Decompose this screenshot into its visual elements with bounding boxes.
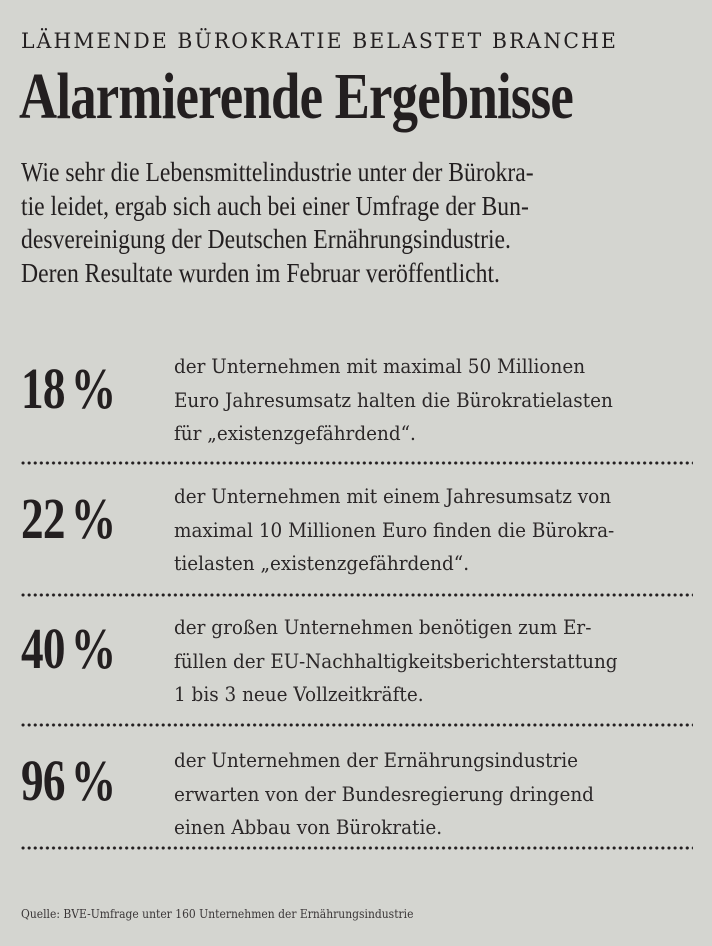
stat-value	[21, 356, 116, 421]
intro-line: desvereinigung der Deutschen Ernährungsindustrie.	[21, 223, 511, 254]
stat-number: 40	[21, 616, 65, 681]
intro-line: Wie sehr die Lebensmittelindustrie unter der Bürokra-	[21, 156, 534, 187]
percent-sign: %	[70, 616, 116, 681]
dotted-divider	[20, 723, 693, 727]
percent-sign: %	[70, 356, 116, 421]
page-title: Alarmierende Ergebnisse	[19, 60, 574, 133]
stat-line: Euro Jahresumsatz halten die Bürokratielasten	[174, 387, 613, 412]
percent-sign: %	[70, 486, 116, 551]
intro-line: tie leidet, ergab sich auch bei einer Umfrage der Bun-	[21, 189, 529, 221]
stat-description	[174, 480, 614, 581]
intro-line: Deren Resultate wurden im Februar veröffentlicht.	[21, 256, 500, 288]
stat-line: maximal 10 Millionen Euro finden die Bürokra-	[174, 517, 615, 542]
dotted-divider	[20, 846, 693, 850]
stat-line: füllen der EU-Nachhaltigkeitsberichterstattung	[174, 648, 618, 673]
stat-line: 1 bis 3 neue Vollzeitkräfte.	[174, 682, 424, 706]
stat-description	[174, 350, 613, 451]
stat-line: erwarten von der Bundesregierung dringend	[174, 781, 594, 806]
dotted-divider	[20, 593, 693, 597]
dotted-divider	[20, 461, 693, 465]
stat-value	[21, 616, 116, 681]
stat-line: tielasten „existenzgefährdend“.	[174, 551, 470, 575]
stat-line: einen Abbau von Bürokratie.	[174, 815, 443, 839]
stat-line: der Unternehmen der Ernährungsindustrie	[174, 748, 579, 772]
percent-sign: %	[70, 748, 116, 813]
stat-description	[174, 611, 618, 712]
stat-number: 22	[21, 486, 65, 551]
stat-value	[21, 748, 116, 813]
source-note: Quelle: BVE-Umfrage unter 160 Unternehmen der Ernährungsindustrie	[21, 906, 414, 921]
stat-number: 96	[21, 748, 65, 813]
stat-line: der Unternehmen mit einem Jahresumsatz von	[174, 484, 612, 508]
stat-description	[174, 744, 594, 845]
kicker-heading: LÄHMENDE BÜROKRATIE BELASTET BRANCHE	[21, 29, 618, 53]
stat-line: für „existenzgefährdend“.	[174, 421, 416, 445]
stat-number: 18	[21, 356, 65, 421]
stat-line: der Unternehmen mit maximal 50 Millionen	[174, 354, 586, 378]
intro-paragraph	[21, 155, 675, 289]
stat-value	[21, 486, 116, 551]
stat-line: der großen Unternehmen benötigen zum Er-	[174, 615, 592, 639]
